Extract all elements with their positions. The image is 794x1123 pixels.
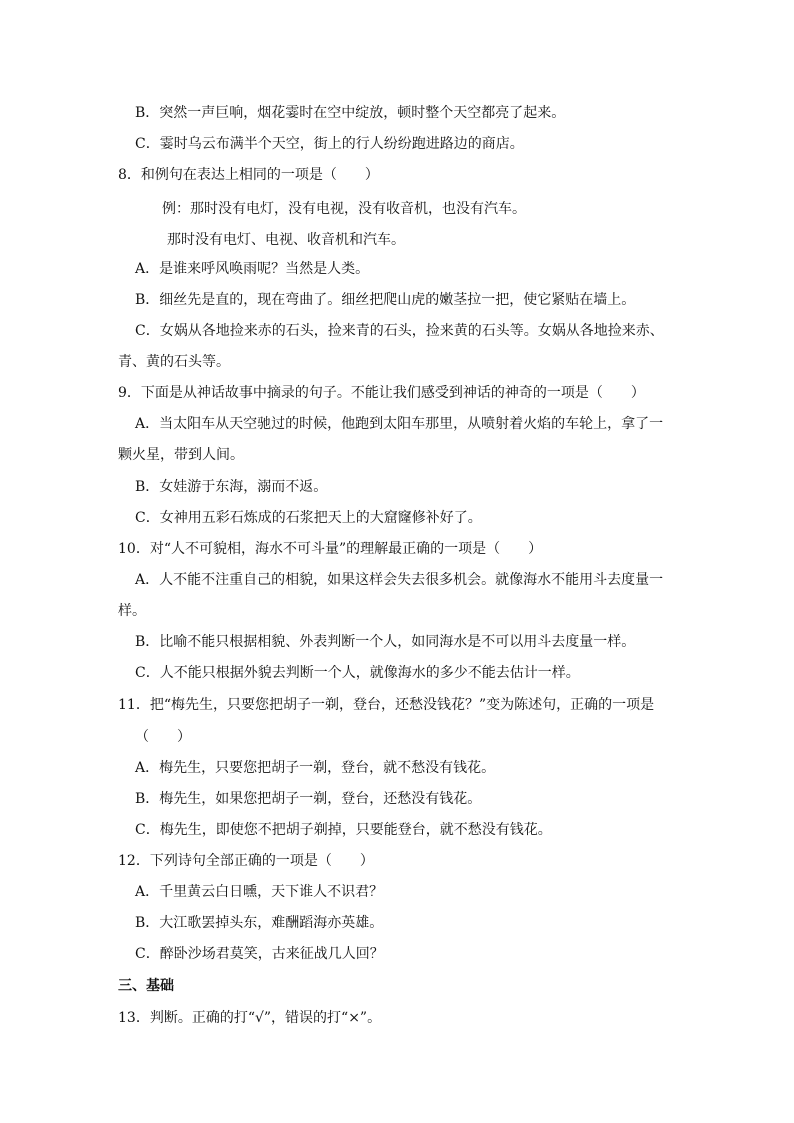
section-heading: 三、基础 bbox=[118, 978, 174, 994]
q10-option-a-line-1: A．人不能不注重自己的相貌，如果这样会失去很多机会。就像海水不能用斗去度量一 bbox=[135, 572, 664, 588]
q12-option-c: C．醉卧沙场君莫笑，古来征战几人回？ bbox=[135, 946, 384, 962]
q8-option-b: B．细丝先是直的，现在弯曲了。细丝把爬山虎的嫩茎拉一把，使它紧贴在墙上。 bbox=[135, 292, 636, 308]
q7-option-c: C．霎时乌云布满半个天空，街上的行人纷纷跑进路边的商店。 bbox=[135, 136, 524, 152]
q8-example-line-1: 例：那时没有电灯，没有电视，没有收音机，也没有汽车。 bbox=[162, 201, 526, 217]
q9-option-a-line-1: A．当太阳车从天空驰过的时候，他跑到太阳车那里，从喷射着火焰的车轮上，拿了一 bbox=[135, 416, 664, 432]
q10-option-a-line-2: 样。 bbox=[118, 603, 146, 619]
q9-option-a-line-2: 颗火星，带到人间。 bbox=[118, 447, 244, 463]
q8-option-c-line-2: 青、黄的石头等。 bbox=[118, 354, 230, 370]
question-8: 8．和例句在表达上相同的一项是（ ） bbox=[118, 167, 379, 183]
q11-option-b: B．梅先生，如果您把胡子一剃，登台，还愁没有钱花。 bbox=[135, 791, 482, 807]
q12-option-a: A．千里黄云白日曛，天下谁人不识君？ bbox=[135, 884, 384, 900]
q8-example-line-2: 那时没有电灯、电视、收音机和汽车。 bbox=[167, 232, 405, 248]
question-13: 13．判断。正确的打“√”，错误的打“×”。 bbox=[118, 1010, 382, 1026]
q10-option-c: C．人不能只根据外貌去判断一个人，就像海水的多少不能去估计一样。 bbox=[135, 665, 580, 681]
q9-option-b: B．女娃游于东海，溺而不返。 bbox=[135, 479, 328, 495]
question-11-answer-blank: （ ） bbox=[135, 729, 191, 745]
q11-option-a: A．梅先生，只要您把胡子一剃，登台，就不愁没有钱花。 bbox=[135, 760, 496, 776]
question-10: 10．对“人不可貌相，海水不可斗量”的理解最正确的一项是（ ） bbox=[118, 541, 543, 557]
q7-option-b: B．突然一声巨响，烟花霎时在空中绽放，顿时整个天空都亮了起来。 bbox=[135, 105, 566, 121]
question-11: 11．把“梅先生，只要您把胡子一剃，登台，还愁没钱花？”变为陈述句，正确的一项是 bbox=[118, 697, 655, 713]
q10-option-b: B．比喻不能只根据相貌、外表判断一个人，如同海水是不可以用斗去度量一样。 bbox=[135, 634, 636, 650]
q8-option-c-line-1: C．女娲从各地捡来赤的石头，捡来青的石头，捡来黄的石头等。女娲从各地捡来赤、 bbox=[135, 323, 664, 339]
q11-option-c: C．梅先生，即使您不把胡子剃掉，只要能登台，就不愁没有钱花。 bbox=[135, 822, 552, 838]
q8-option-a: A．是谁来呼风唤雨呢？当然是人类。 bbox=[135, 261, 370, 277]
q12-option-b: B．大江歌罢掉头东，难酬蹈海亦英雄。 bbox=[135, 915, 384, 931]
question-9: 9．下面是从神话故事中摘录的句子。不能让我们感受到神话的神奇的一项是（ ） bbox=[118, 385, 645, 401]
q9-option-c: C．女神用五彩石炼成的石浆把天上的大窟窿修补好了。 bbox=[135, 510, 482, 526]
question-12: 12．下列诗句全部正确的一项是（ ） bbox=[118, 853, 374, 869]
